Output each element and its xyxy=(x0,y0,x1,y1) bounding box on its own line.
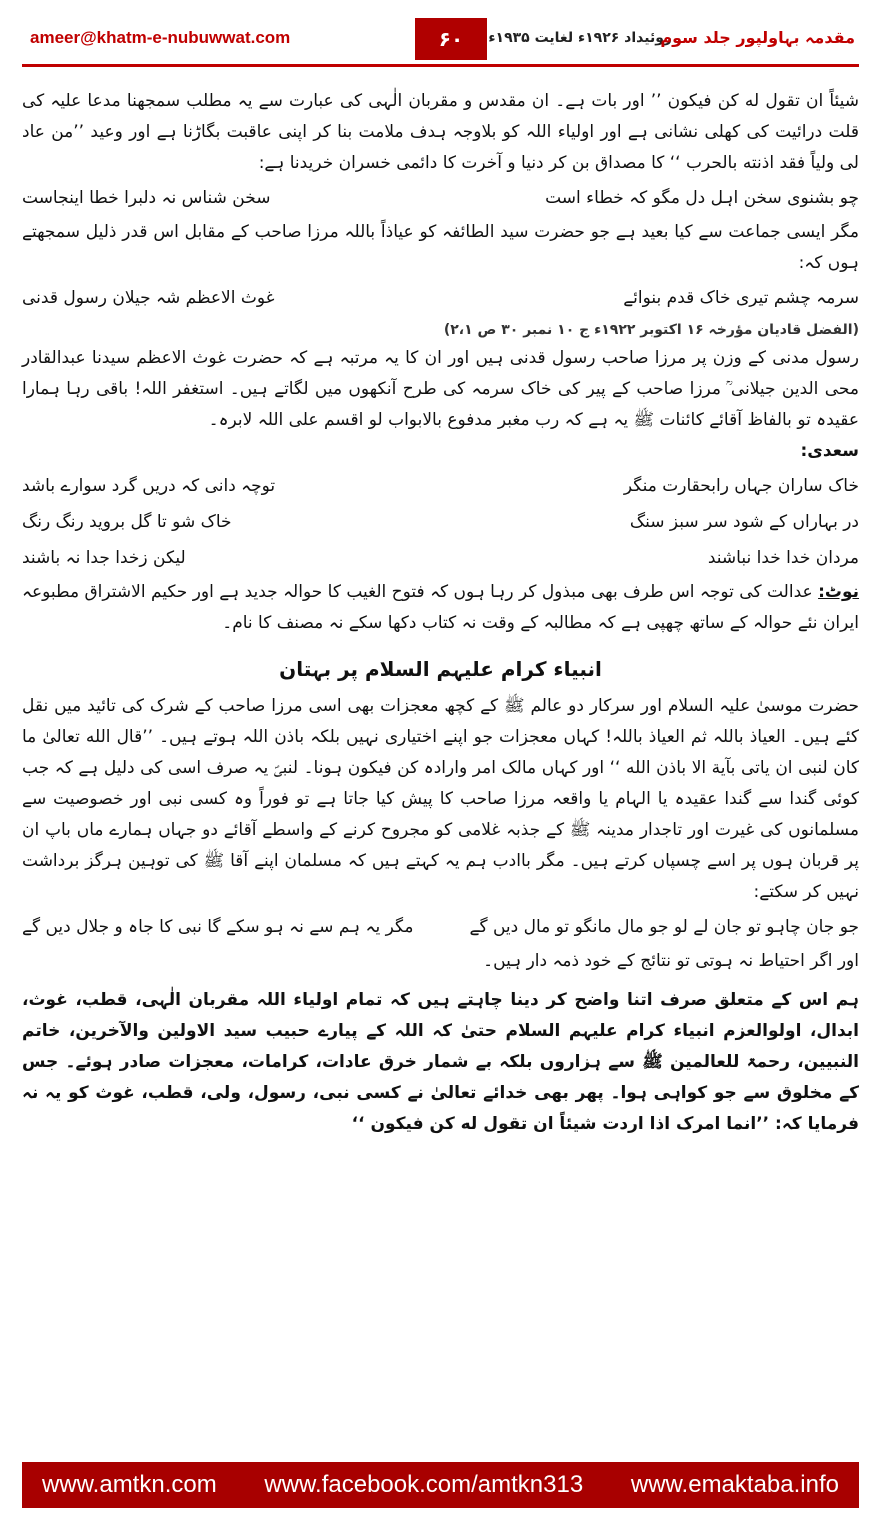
footer-link-emaktaba[interactable]: www.emaktaba.info xyxy=(630,1471,839,1498)
section-heading: انبیاء کرام علیہم السلام پر بہتان xyxy=(279,657,602,681)
note-label: نوٹ: xyxy=(818,582,860,602)
verse-1-left: سخن شناس نہ دلبرا خطا اینجاست xyxy=(22,188,271,208)
verse-4-left: خاک شو تا گل بروید رنگ رنگ xyxy=(22,512,232,532)
page-body xyxy=(22,86,859,1140)
verse-1-right: چو بشنوی سخن اہل دل مگو کہ خطاء است xyxy=(545,188,859,208)
footer-link-amtkn[interactable]: www.amtkn.com xyxy=(42,1471,217,1498)
verse-couplet-1 xyxy=(22,181,859,215)
header-email: ameer@khatm-e-nubuwwat.com xyxy=(30,28,291,47)
paragraph-4: حضرت موسیٰ علیہ السلام اور سرکار دو عالم ﷺ کے کچھ معجزات بھی اسی مرزا صاحب کے شرک کی تائید میں نقل کئے ہیں۔ العیاذ باللہ ثم العیاذ باللہ! کہاں معجزات جو اپنے اختیاری نہیں بلکہ باذن اللہ ہوتے ہیں۔ ’’قال الله تعالیٰ ما کان لنبی ان یاتی بآیة الا باذن الله ‘‘ اور کہاں مالک امر وارادہ کن فیکون ہونا۔ لنبیؐ یہ صرف اسی کی دلیل ہے کہ جب کوئی گندا سے گندا عقیدہ یا الہام یا واقعہ مرزا صاحب کا پیش کیا جاتا ہے تو فوراً وہ کسی نبی اور خصوصیت سے مسلمانوں کی غیرت اور تاجدار مدینہ ﷺ کے جذبہ غلامی کو مجروح کرنے کے واسطے آقائے دو جہاں ہمارے ماں باپ ان پر قربان ہوں پر اسے چسپاں کرتے ہیں۔ مگر باادب ہم یہ کہتے ہیں کہ مسلمان اپنے آقا ﷺ کی توہین ہرگز برداشت نہیں کر سکتے: xyxy=(22,696,859,902)
spacer xyxy=(22,977,859,985)
paragraph-6: ہم اس کے متعلق صرف اتنا واضح کر دینا چاہتے ہیں کہ تمام اولیاء اللہ مقربان الٰہی، قطب، غوث، ابدال، اولوالعزم انبیاء کرام علیہم السلام حتیٰ کہ اللہ کے پیارے حبیب سید الاولین والآخرین، خاتم النبیین، رحمۃ للعالمین ﷺ سے ہزاروں بلکہ بے شمار خرق عادات، کرامات، معجزات صادر ہوئے۔ جس کے مخلوق سے جو کواہی ہوا۔ پھر بھی خدائے تعالیٰ نے کسی نبی، رسول، ولی، قطب، غوث کو یہ نہ فرمایا کہ: ’’انما امرک اذا اردت شیئاً ان تقول له کن فیکون ‘‘ xyxy=(22,990,859,1134)
citation-reference: (الفضل قادیان مؤرخہ ۱۶ اکتوبر ۱۹۲۲ء ج ۱۰ نمبر ۳۰ ص ۲،۱) xyxy=(443,322,859,338)
verse-couplet-3 xyxy=(22,469,859,503)
note-text: عدالت کی توجہ اس طرف بھی مبذول کر رہا ہوں کہ فتوح الغیب کا حوالہ جدید ہے اور حکیم الاشتراق مطبوعہ ایران نئے حوالہ کے ساتھ چھپی ہے کہ مطالبہ کے وقت نہ کتاب دکھا سکے نہ مصنف کا نام۔ xyxy=(22,582,859,633)
note-paragraph xyxy=(22,577,859,639)
page-header xyxy=(22,18,859,68)
header-title: مقدمہ بہاولپور جلد سوم xyxy=(660,28,855,47)
page-number-badge: ۶۰ xyxy=(415,18,487,60)
verse-5-right: مردان خدا خدا نباشند xyxy=(707,548,859,568)
verse-couplet-5 xyxy=(22,541,859,575)
verse-couplet-6 xyxy=(22,910,859,944)
verse-6-left: مگر یہ ہم سے نہ ہو سکے گا نبی کا جاہ و جلال دیں گے xyxy=(22,917,414,937)
verse-5-left: لیکن زخدا جدا نہ باشند xyxy=(22,548,186,568)
sadi-label: سعدی: xyxy=(800,441,859,461)
header-divider xyxy=(22,64,859,67)
verse-3-left: توچہ دانی کہ دریں گرد سوارے باشد xyxy=(22,476,276,496)
paragraph-3: رسول مدنی کے وزن پر مرزا صاحب رسول قدنی ہیں اور ان کا یہ مرتبہ ہے کہ حضرت غوث الاعظم سیدنا عبدالقادر محی الدین جیلانی ؒ مرزا صاحب کے پیر کی خاک سرمہ کی طرح آنکھوں میں لگاتے ہیں۔ استغفر اللہ! باقی رہا ہمارا عقیدہ تو بالفاظ آقائے کائنات ﷺ یہ ہے کہ رب مغبر مدفوع بالابواب لو اقسم علی اللہ لابرہ۔ xyxy=(22,348,859,430)
footer-link-facebook[interactable]: www.facebook.com/amtkn313 xyxy=(264,1471,584,1498)
page-footer xyxy=(22,1462,859,1508)
verse-2-right: سرمہ چشم تیری خاک قدم بنوائے xyxy=(623,288,859,308)
paragraph-5: اور اگر احتیاط نہ ہوتی تو نتائج کے خود ذمہ دار ہیں۔ xyxy=(483,951,859,971)
paragraph-1: شیئاً ان تقول له کن فیکون ’’ اور بات ہے۔ ان مقدس و مقربان الٰہی کی عبارت سے یہ مطلب سمجھنا مدعا علیہ کی قلت درائیت کی کھلی نشانی ہے اور اولیاء اللہ کو بلاوجہ ہدف ملامت بنا کر اپنی عاقبت بگاڑنا ہے اور وعید ’’من عاد لی ولیاً فقد اذنته بالحرب ‘‘ کا مصداق بن کر دنیا و آخرت کا دائمی خسران خریدنا ہے: xyxy=(22,91,859,173)
header-subtitle: روئیداد ۱۹۲۶ء لغایت ۱۹۳۵ء xyxy=(488,30,672,46)
verse-4-right: در بہاراں کے شود سر سبز سنگ xyxy=(629,512,859,532)
verse-couplet-2 xyxy=(22,281,859,315)
paragraph-2: مگر ایسی جماعت سے کیا بعید ہے جو حضرت سید الطائفہ کو عیاذاً باللہ مرزا صاحب کے مقابل اس قدر ذلیل سمجھتے ہوں کہ: xyxy=(22,222,859,273)
verse-2-left: غوث الاعظم شہ جیلان رسول قدنی xyxy=(22,288,275,308)
verse-6-right: جو جان چاہو تو جان لے لو جو مال مانگو تو مال دیں گے xyxy=(469,917,859,937)
verse-3-right: خاک ساران جہاں رابحقارت منگر xyxy=(623,476,859,496)
verse-couplet-4 xyxy=(22,505,859,539)
